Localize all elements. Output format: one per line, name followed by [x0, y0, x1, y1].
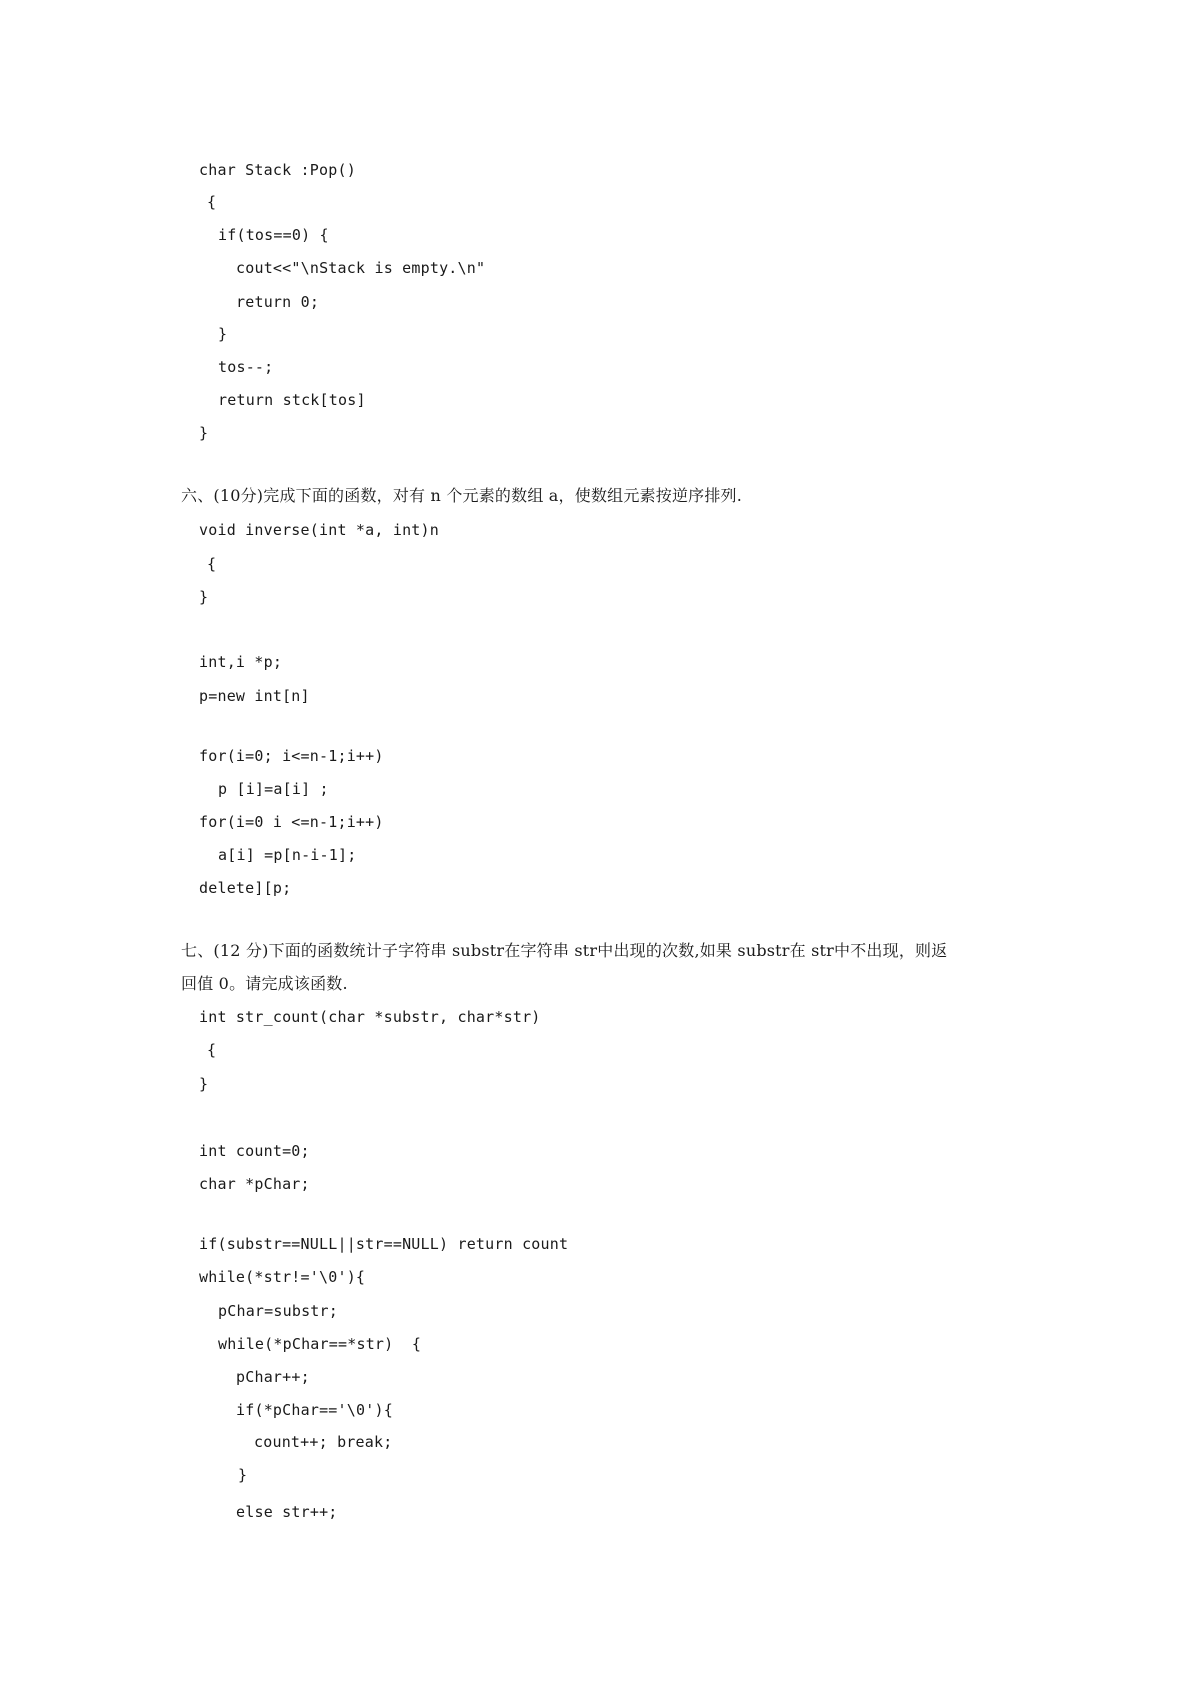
- code-line: for(i=0 i <=n-1;i++): [199, 813, 384, 831]
- code-line: tos--;: [218, 358, 274, 376]
- code-line: }: [199, 424, 209, 442]
- code-line: for(i=0; i<=n-1;i++): [199, 747, 384, 765]
- code-line: if(substr==NULL||str==NULL) return count: [199, 1235, 569, 1253]
- code-line: int,i *p;: [199, 653, 283, 671]
- code-line: {: [207, 1041, 217, 1059]
- code-line: if(*pChar=='\0'){: [236, 1401, 393, 1419]
- question-seven-heading-cont: 回值 0。请完成该函数.: [181, 974, 348, 993]
- code-line: pChar++;: [236, 1368, 310, 1386]
- code-line: char *pChar;: [199, 1175, 310, 1193]
- code-line: delete][p;: [199, 879, 292, 897]
- code-line: return stck[tos]: [218, 391, 366, 409]
- code-line: cout<<"\nStack is empty.\n": [236, 259, 486, 277]
- code-line: int str_count(char *substr, char*str): [199, 1008, 541, 1026]
- code-line: return 0;: [236, 293, 320, 311]
- code-line: }: [218, 325, 228, 343]
- code-line: if(tos==0) {: [218, 226, 329, 244]
- code-line: p=new int[n]: [199, 687, 310, 705]
- code-line: count++; break;: [254, 1433, 393, 1451]
- code-line: }: [238, 1466, 248, 1484]
- question-six-heading: 六、(10分)完成下面的函数，对有 n 个元素的数组 a，使数组元素按逆序排列.: [181, 486, 743, 505]
- question-seven-heading: 七、(12 分)下面的函数统计子字符串 substr在字符串 str中出现的次数,如果 substr在 str中不出现，则返: [181, 941, 948, 960]
- code-line: }: [199, 588, 209, 606]
- code-line: while(*str!='\0'){: [199, 1268, 366, 1286]
- code-line: {: [207, 193, 217, 211]
- code-line: else str++;: [236, 1503, 338, 1521]
- code-line: char Stack :Pop(): [199, 161, 356, 179]
- code-line: while(*pChar==*str) {: [218, 1335, 422, 1353]
- code-line: {: [207, 555, 217, 573]
- code-line: pChar=substr;: [218, 1302, 338, 1320]
- code-line: }: [199, 1075, 209, 1093]
- code-line: void inverse(int *a, int)n: [199, 521, 439, 539]
- code-line: a[i] =p[n-i-1];: [218, 846, 357, 864]
- code-line: int count=0;: [199, 1142, 310, 1160]
- code-line: p [i]=a[i] ;: [218, 780, 329, 798]
